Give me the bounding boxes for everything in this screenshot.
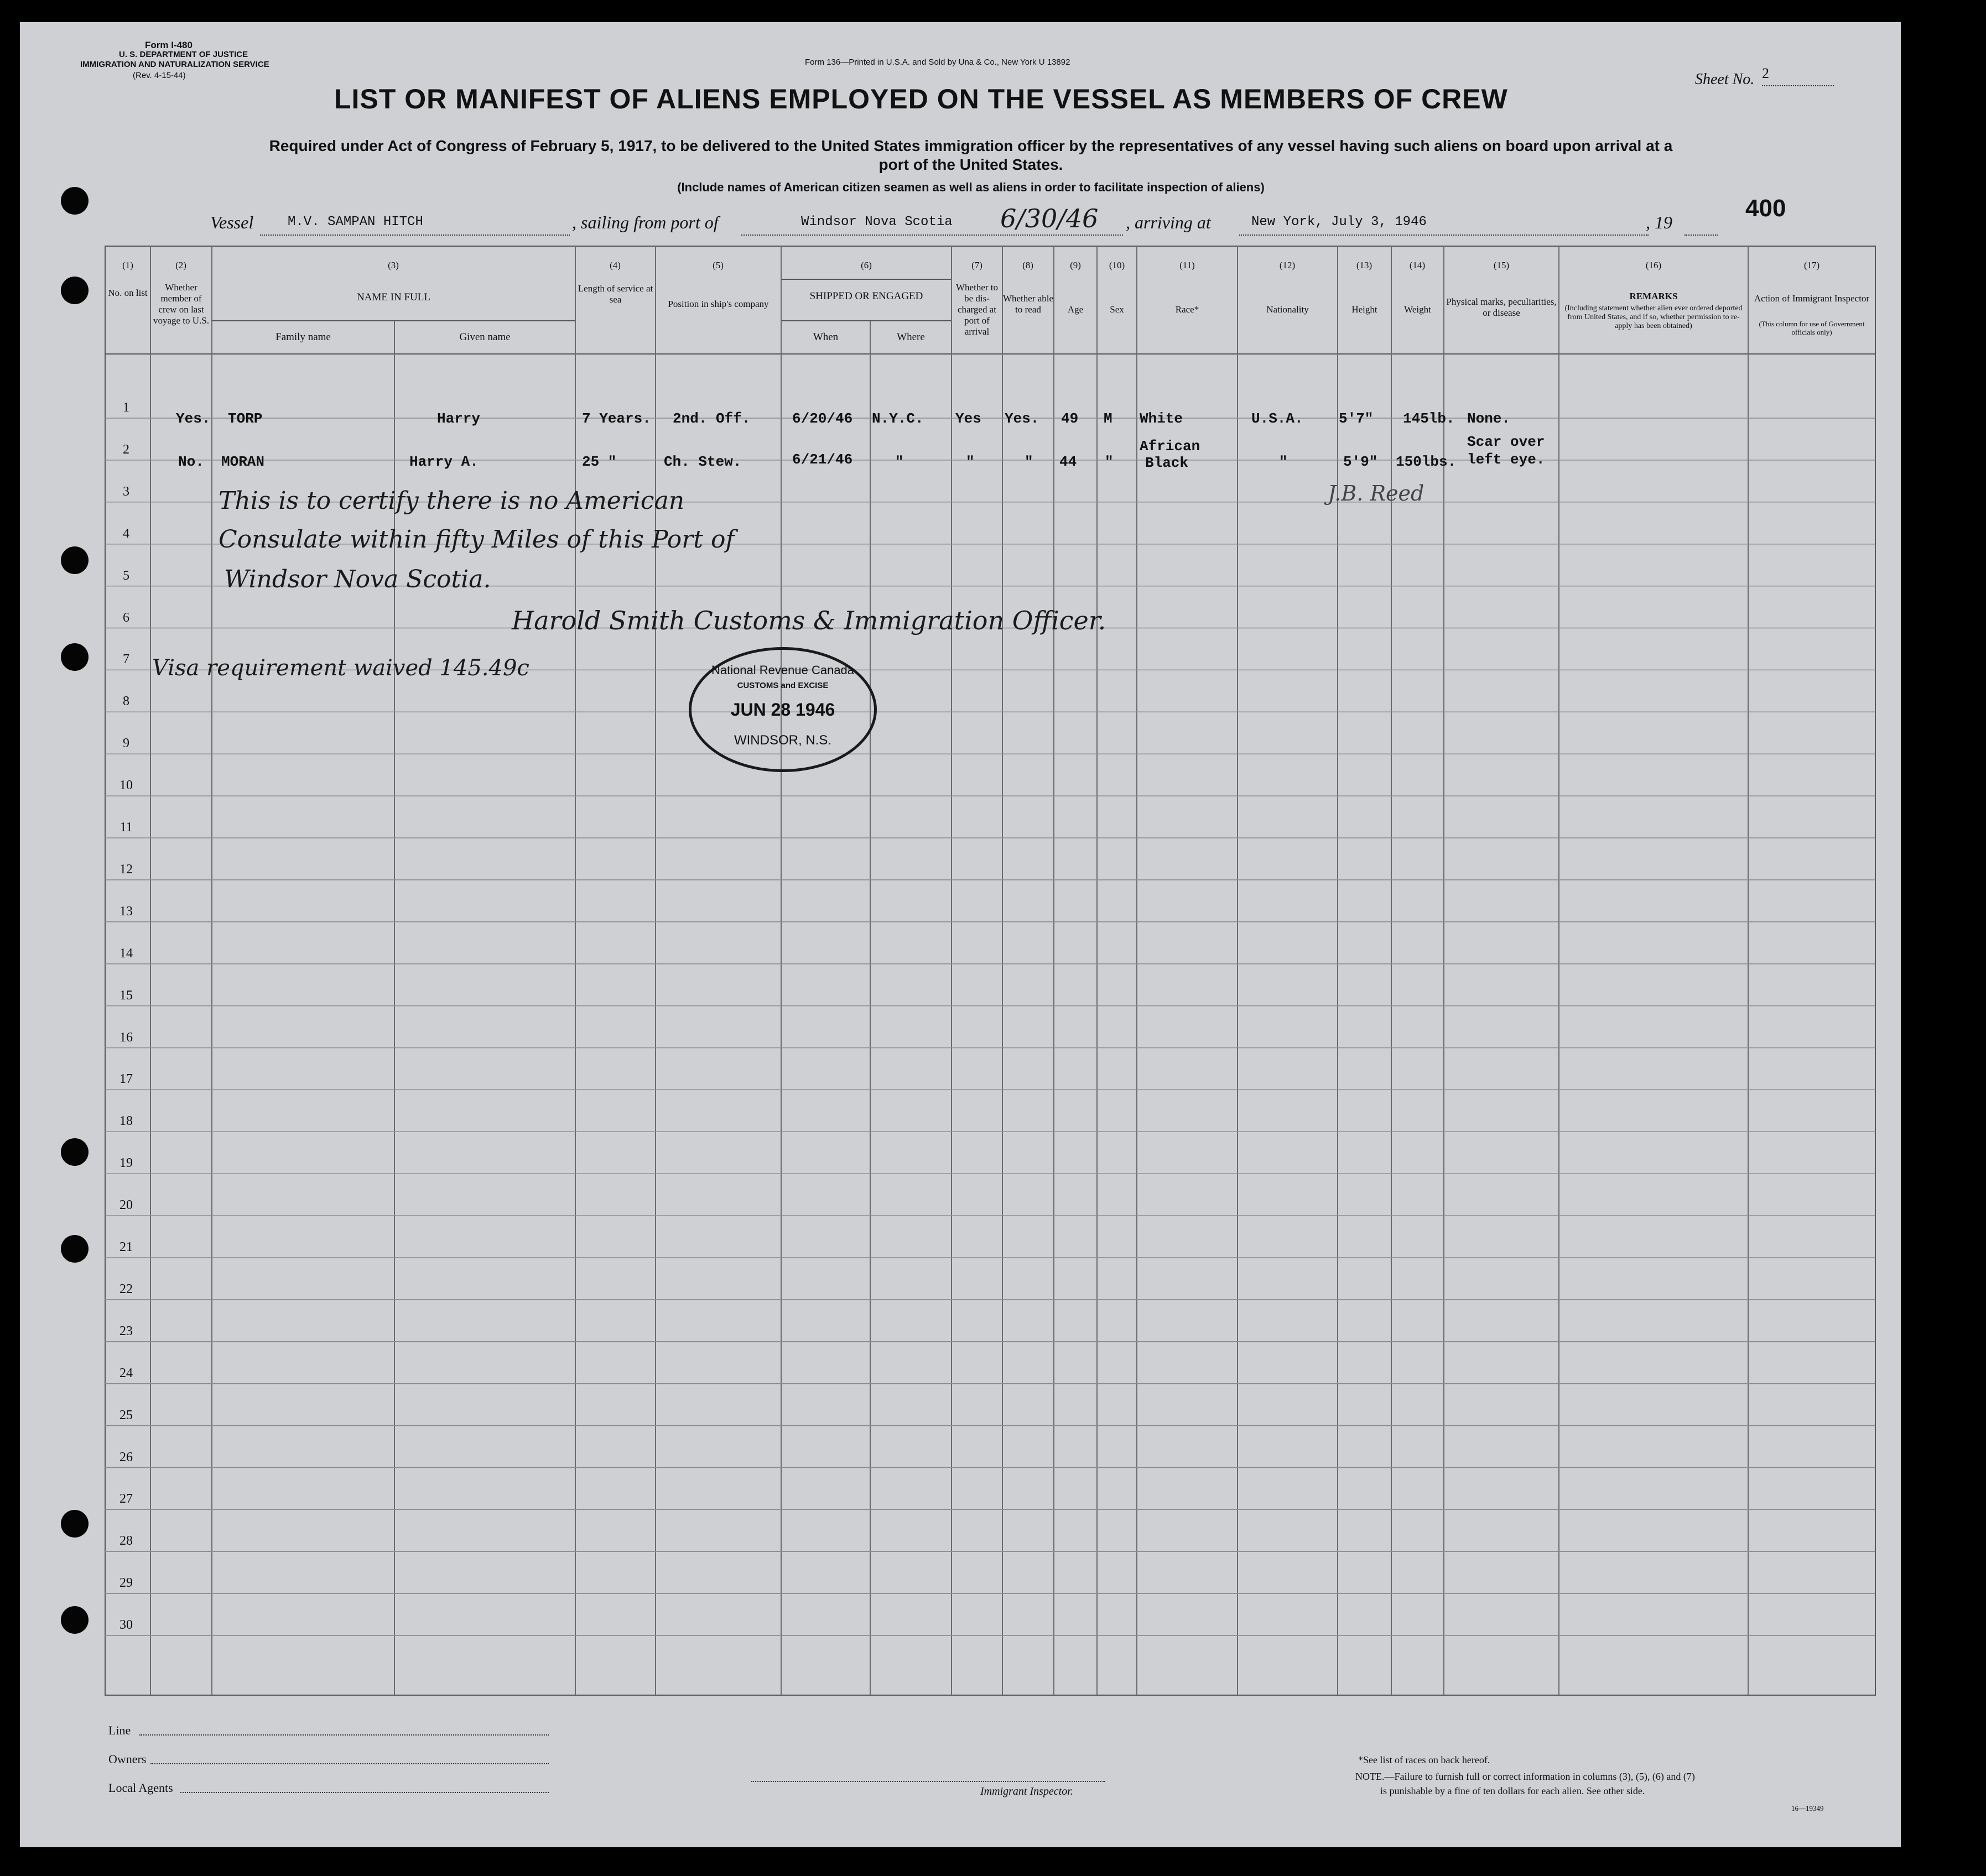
- line-number: 7: [123, 652, 129, 667]
- column-number: (4): [610, 260, 621, 270]
- sheet-number: 2: [1762, 65, 1769, 81]
- line-number: 1: [123, 400, 129, 415]
- col-remarks-title: REMARKS: [1629, 291, 1678, 301]
- row2-where: ": [895, 454, 904, 470]
- sheet-label: Sheet No.: [1695, 71, 1755, 88]
- col-position-header: Position in ship's company: [668, 299, 769, 309]
- arriving-label: , arriving at: [1126, 212, 1211, 232]
- line-number: 17: [119, 1072, 133, 1087]
- line-number: 27: [119, 1492, 133, 1507]
- row1-read: Yes.: [1005, 410, 1039, 427]
- line-number: 9: [123, 736, 129, 751]
- column-number: (14): [1409, 260, 1426, 270]
- line-number: 26: [119, 1450, 133, 1465]
- col-read-header: Whether able to read: [1002, 293, 1054, 315]
- column-number: (3): [388, 260, 399, 270]
- row1-discharged: Yes: [955, 410, 981, 427]
- line-number: 18: [119, 1114, 133, 1129]
- row2-weight: 150lbs.: [1396, 454, 1457, 470]
- line-number: 10: [119, 778, 133, 793]
- line-number: 5: [123, 568, 129, 583]
- row1-race: White: [1140, 410, 1183, 427]
- line-number: 25: [119, 1408, 133, 1422]
- line-number: 16: [119, 1030, 133, 1045]
- row1-position: 2nd. Off.: [673, 410, 751, 427]
- row2-discharged: ": [966, 454, 975, 470]
- sailing-port: Windsor Nova Scotia: [801, 215, 953, 230]
- col-nationality-header: Nationality: [1266, 304, 1309, 315]
- penalty-note-line2: is punishable by a fine of ten dollars for each alien. See other side.: [1380, 1785, 1645, 1796]
- penalty-note-line1: NOTE.—Failure to furnish full or correct information in columns (3), (5), (6) and (7): [1355, 1771, 1695, 1782]
- stamp-mid-text: CUSTOMS and EXCISE: [737, 681, 829, 690]
- owners-label: Owners: [108, 1752, 147, 1766]
- column-number: (16): [1645, 260, 1662, 270]
- form-code: 16—19349: [1791, 1804, 1824, 1812]
- row2-family-name: MORAN: [221, 454, 265, 470]
- row2-when: 6/21/46: [792, 451, 853, 468]
- column-number: (10): [1109, 260, 1125, 270]
- column-number: (9): [1070, 260, 1081, 270]
- col-remarks-header: (Including statement whether alien ever ordered deported from United States, and if so, whether permission to re-apply has been obtained): [1564, 304, 1743, 330]
- year-label: , 19: [1646, 212, 1672, 232]
- row2-marks-line2: left eye.: [1467, 451, 1545, 468]
- column-number: (5): [713, 260, 724, 270]
- stamp-date: JUN 28 1946: [730, 700, 835, 720]
- printer-line: Form 136—Printed in U.S.A. and Sold by Una & Co., New York U 13892: [805, 58, 1070, 67]
- col-sex-header: Sex: [1110, 304, 1124, 315]
- form-number: Form I-480: [145, 40, 193, 50]
- line-number: 3: [123, 484, 129, 499]
- line-number: 13: [119, 904, 133, 919]
- row2-read: ": [1025, 454, 1033, 470]
- col-discharged-header: Whether to be dis- charged at port of arrival: [956, 282, 998, 337]
- col-where-header: Where: [897, 331, 925, 343]
- line-number: 19: [119, 1156, 133, 1171]
- row1-crew: Yes.: [176, 410, 211, 427]
- revision: (Rev. 4-15-44): [133, 71, 186, 80]
- row1-height: 5'7": [1339, 410, 1374, 427]
- line-number: 15: [119, 988, 133, 1003]
- vessel-name: M.V. SAMPAN HITCH: [288, 215, 423, 230]
- line-number: 11: [119, 820, 133, 835]
- line-number: 24: [119, 1366, 133, 1380]
- line-number: 14: [119, 946, 133, 961]
- row2-race-line2: Black: [1145, 455, 1189, 471]
- column-number: (6): [861, 260, 872, 270]
- line-number: 28: [119, 1534, 133, 1549]
- column-number: (15): [1493, 260, 1510, 270]
- row2-age: 44: [1059, 454, 1077, 470]
- column-number: (2): [175, 260, 186, 270]
- row2-race: African: [1140, 438, 1200, 455]
- line-number: 12: [119, 862, 133, 877]
- row1-family-name: TORP: [228, 410, 263, 427]
- row2-height: 5'9": [1343, 454, 1378, 470]
- col-action-note: (This column for use of Government officials only): [1759, 320, 1865, 336]
- row1-weight: 145lb.: [1403, 410, 1455, 427]
- line-number: 6: [123, 610, 129, 625]
- local-agents-label: Local Agents: [108, 1781, 173, 1795]
- row2-service: 25 ": [582, 454, 617, 470]
- sailing-label: , sailing from port of: [572, 212, 719, 232]
- col-shipped-header: SHIPPED OR ENGAGED: [809, 290, 923, 302]
- line-number: 8: [123, 694, 129, 709]
- col-age-header: Age: [1067, 304, 1084, 315]
- visa-waiver-note: Visa requirement waived 145.49c: [152, 655, 529, 681]
- row1-marks: None.: [1467, 410, 1511, 427]
- service: IMMIGRATION AND NATURALIZATION SERVICE: [80, 60, 269, 69]
- col-crew-header: Whether member of crew on last voyage to U.S.: [153, 282, 210, 326]
- row1-service: 7 Years.: [582, 410, 651, 427]
- row1-sex: M: [1104, 410, 1112, 427]
- line-number: 22: [119, 1281, 133, 1296]
- col-race-header: Race*: [1175, 304, 1199, 315]
- inspector-label: Immigrant Inspector.: [980, 1785, 1073, 1797]
- stamp-top-text: National Revenue Canada: [711, 663, 855, 677]
- row1-where: N.Y.C.: [872, 410, 924, 427]
- line-number: 20: [119, 1198, 133, 1213]
- col-weight-header: Weight: [1404, 304, 1431, 315]
- subtitle-line1: Required under Act of Congress of February 5, 1917, to be delivered to the United States immigration officer by the representatives of any vessel having such aliens on board upon arrival at a: [269, 137, 1673, 154]
- races-note: *See list of races on back hereof.: [1358, 1754, 1490, 1765]
- row2-position: Ch. Stew.: [664, 454, 742, 470]
- include-note: (Include names of American citizen seamen as well as aliens in order to facilitate inspection of aliens): [677, 180, 1265, 194]
- row2-sex: ": [1105, 454, 1114, 470]
- department: U. S. DEPARTMENT OF JUSTICE: [119, 50, 248, 59]
- col-when-header: When: [813, 331, 839, 343]
- inspector-initials: J.B. Reed: [1328, 481, 1424, 506]
- sailing-date: 6/30/46: [1000, 204, 1099, 233]
- customs-stamp: [689, 647, 877, 772]
- column-number: (12): [1279, 260, 1296, 270]
- row2-marks: Scar over: [1467, 434, 1545, 450]
- line-number: 4: [123, 526, 129, 541]
- row2-nationality: ": [1279, 454, 1288, 470]
- column-number: (13): [1356, 260, 1372, 270]
- line-number: 2: [123, 442, 129, 457]
- stamp-number: 400: [1745, 195, 1786, 222]
- stamp-bottom-text: WINDSOR, N.S.: [734, 733, 831, 748]
- row1-nationality: U.S.A.: [1251, 410, 1303, 427]
- row2-crew: No.: [178, 454, 204, 470]
- col-given-header: Given name: [459, 331, 511, 343]
- line-label: Line: [108, 1723, 131, 1737]
- page-title: LIST OR MANIFEST OF ALIENS EMPLOYED ON THE VESSEL AS MEMBERS OF CREW: [334, 84, 1508, 114]
- row1-when: 6/20/46: [792, 410, 853, 427]
- row1-age: 49: [1061, 410, 1079, 427]
- line-number: 30: [119, 1618, 133, 1633]
- line-number: 21: [119, 1240, 133, 1254]
- col-name-header: NAME IN FULL: [357, 291, 430, 303]
- column-number: (1): [122, 260, 133, 270]
- certification-line3: Windsor Nova Scotia.: [224, 565, 491, 593]
- col-action-header: Action of Immigrant Inspector: [1754, 293, 1870, 304]
- col-marks-header: Physical marks, peculiarities, or disease: [1446, 296, 1557, 318]
- col-height-header: Height: [1351, 304, 1377, 315]
- column-number: (11): [1179, 260, 1195, 270]
- line-number: 29: [119, 1576, 133, 1591]
- vessel-label: Vessel: [210, 212, 254, 232]
- col-service-header: Length of service at sea: [578, 283, 653, 305]
- certification-line2: Consulate within fifty Miles of this Port of: [219, 525, 735, 554]
- line-number: 23: [119, 1323, 133, 1338]
- row2-given-name: Harry A.: [409, 454, 479, 470]
- certification-line1: This is to certify there is no American: [219, 487, 685, 515]
- officer-signature: Harold Smith Customs & Immigration Officer.: [512, 606, 1106, 635]
- column-number: (8): [1022, 260, 1033, 270]
- arrival-info: New York, July 3, 1946: [1251, 215, 1427, 230]
- col-family-header: Family name: [275, 331, 331, 343]
- column-number: (7): [971, 260, 982, 270]
- col-no-header: No. on list: [108, 288, 148, 298]
- row1-given-name: Harry: [437, 410, 481, 427]
- column-number: (17): [1803, 260, 1820, 270]
- subtitle-line2: port of the United States.: [878, 156, 1063, 173]
